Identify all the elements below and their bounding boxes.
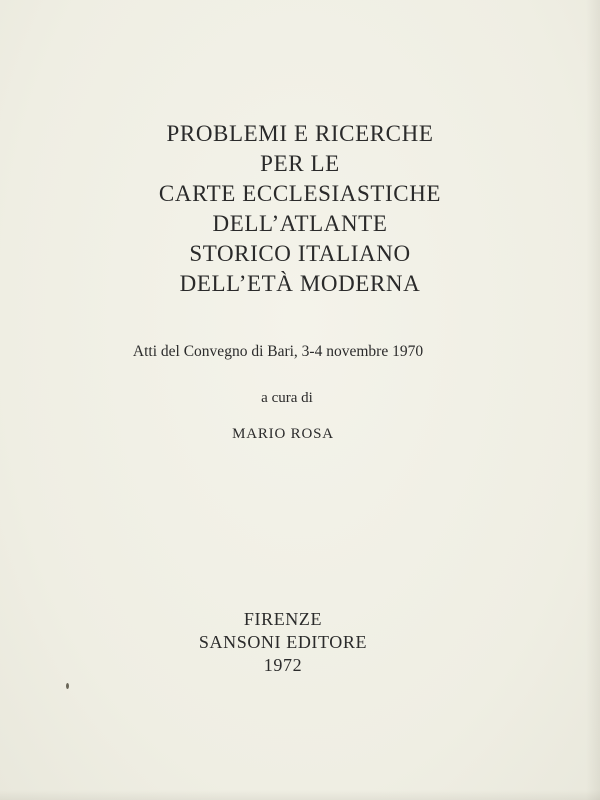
title-line: PER LE [260, 151, 340, 176]
imprint-year: 1972 [263, 655, 303, 675]
title-line: DELL’ETÀ MODERNA [179, 271, 421, 296]
title-line: PROBLEMI E RICERCHE [166, 121, 434, 146]
title-line: DELL’ATLANTE [212, 211, 388, 236]
imprint-publisher: SANSONI EDITORE [198, 632, 368, 652]
paper-speck [66, 683, 69, 689]
page-edge-shadow-bottom [0, 790, 600, 800]
title-line: STORICO ITALIANO [189, 241, 411, 266]
book-title [0, 119, 600, 299]
subtitle: Atti del Convegno di Bari, 3-4 novembre 1970 [132, 343, 424, 360]
curator-name: MARIO ROSA [232, 426, 334, 442]
curator-label: a cura di [261, 390, 313, 406]
imprint [0, 608, 566, 677]
title-line: CARTE ECCLESIASTICHE [158, 181, 442, 206]
imprint-city: FIRENZE [243, 609, 323, 629]
